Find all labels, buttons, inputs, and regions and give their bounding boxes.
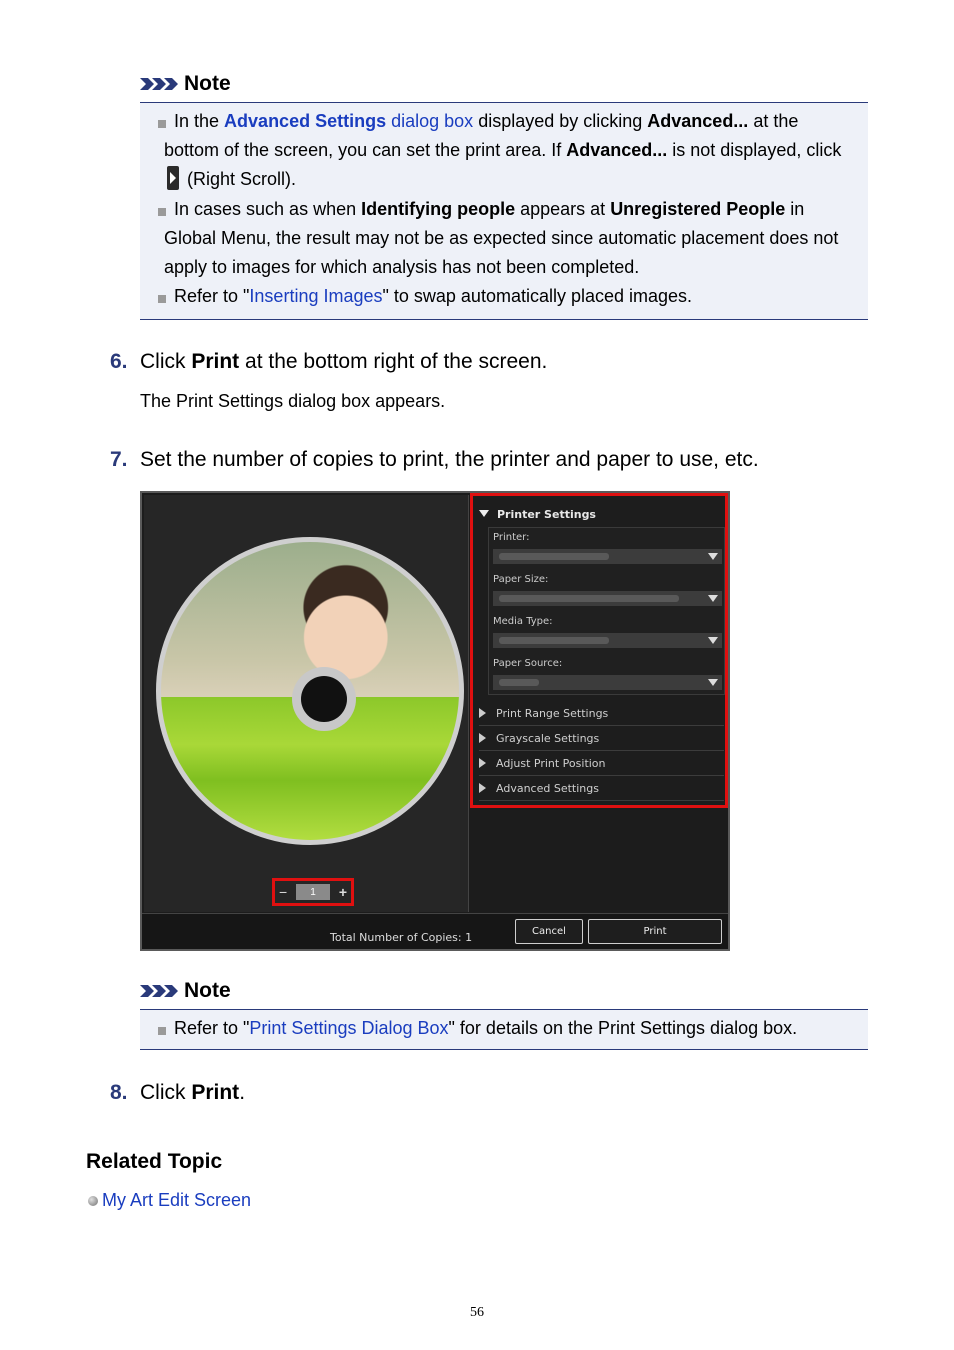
print-settings-screenshot: [140, 491, 730, 951]
printer-select[interactable]: [493, 549, 722, 564]
dialog-box-link[interactable]: dialog box: [391, 111, 474, 131]
note-header: [140, 978, 231, 1004]
my-art-edit-screen-link[interactable]: My Art Edit Screen: [102, 1190, 252, 1210]
note-item: Refer to "Inserting Images" to swap automatically placed images.: [140, 282, 854, 311]
bullet-icon: [158, 208, 166, 216]
paper-size-select[interactable]: [493, 591, 722, 606]
dropdown-arrow-icon: [708, 553, 718, 560]
note-arrows-icon: [140, 983, 180, 999]
globe-bullet-icon: [88, 1196, 98, 1206]
step-7: 7. Set the number of copies to print, the printer and paper to use, etc.: [110, 448, 759, 471]
dropdown-arrow-icon: [708, 679, 718, 686]
note-arrows-icon: [140, 76, 180, 92]
note-item: In the Advanced Settings dialog box displayed by clicking Advanced... at the bottom of the screen, you can set the print area. If Advanced... is not displayed, click (Right Scroll).: [140, 107, 854, 194]
printer-settings-fields: [488, 527, 725, 695]
bullet-icon: [158, 295, 166, 303]
copies-value[interactable]: 1: [296, 884, 330, 900]
note-header: [140, 71, 231, 97]
note-title: Note: [184, 979, 231, 1002]
expand-icon: [479, 783, 486, 793]
note-title: Note: [184, 72, 231, 95]
paper-source-label: Paper Source:: [493, 658, 563, 669]
collapse-icon: [479, 510, 489, 517]
inserting-images-link[interactable]: Inserting Images: [249, 286, 383, 306]
media-type-label: Media Type:: [493, 616, 553, 627]
note-item: Refer to "Print Settings Dialog Box" for details on the Print Settings dialog box.: [140, 1014, 868, 1043]
step-6-description: The Print Settings dialog box appears.: [140, 391, 446, 411]
cancel-button[interactable]: Cancel: [515, 919, 583, 944]
plus-button[interactable]: +: [338, 884, 347, 900]
note-box: [140, 102, 868, 320]
bullet-icon: [158, 120, 166, 128]
disc-preview-area: [144, 495, 469, 912]
dropdown-arrow-icon: [708, 637, 718, 644]
dialog-bottom-bar: [142, 913, 728, 949]
disc-hole: [301, 676, 347, 722]
media-type-select[interactable]: [493, 633, 722, 648]
expand-icon: [479, 708, 486, 718]
total-copies: Total Number of Copies: 1: [330, 931, 473, 944]
advanced-settings-row[interactable]: Advanced Settings: [479, 776, 724, 801]
expand-icon: [479, 758, 486, 768]
related-topic-item: [88, 1190, 251, 1211]
right-scroll-icon: [167, 166, 179, 190]
printer-label: Printer:: [493, 532, 530, 543]
adjust-print-position-row[interactable]: Adjust Print Position: [479, 751, 724, 776]
minus-button[interactable]: −: [279, 884, 288, 900]
printer-settings-panel: [470, 493, 728, 808]
bullet-icon: [158, 1027, 166, 1035]
step-8: 8. Click Print.: [110, 1081, 246, 1104]
dropdown-arrow-icon: [708, 595, 718, 602]
copies-stepper[interactable]: [272, 878, 354, 906]
related-topic-heading: Related Topic: [86, 1150, 223, 1173]
paper-source-select[interactable]: [493, 675, 722, 690]
printer-settings-header[interactable]: Printer Settings: [479, 508, 596, 521]
expand-icon: [479, 733, 486, 743]
paper-size-label: Paper Size:: [493, 574, 549, 585]
print-range-settings-row[interactable]: Print Range Settings: [479, 701, 724, 726]
grayscale-settings-row[interactable]: Grayscale Settings: [479, 726, 724, 751]
advanced-settings-link[interactable]: Advanced Settings: [224, 111, 387, 131]
disc-label-image: [156, 537, 464, 845]
note-box: [140, 1009, 868, 1050]
note-item: In cases such as when Identifying people appears at Unregistered People in Global Menu, the result may not be as expected since automatic placement does not apply to images for which analysis has not been completed.: [140, 195, 854, 282]
step-6: 6. Click Print at the bottom right of the screen.: [110, 350, 548, 373]
print-settings-dialog-box-link[interactable]: Print Settings Dialog Box: [249, 1018, 449, 1038]
page-number: 56: [470, 1305, 484, 1320]
print-button[interactable]: Print: [588, 919, 722, 944]
